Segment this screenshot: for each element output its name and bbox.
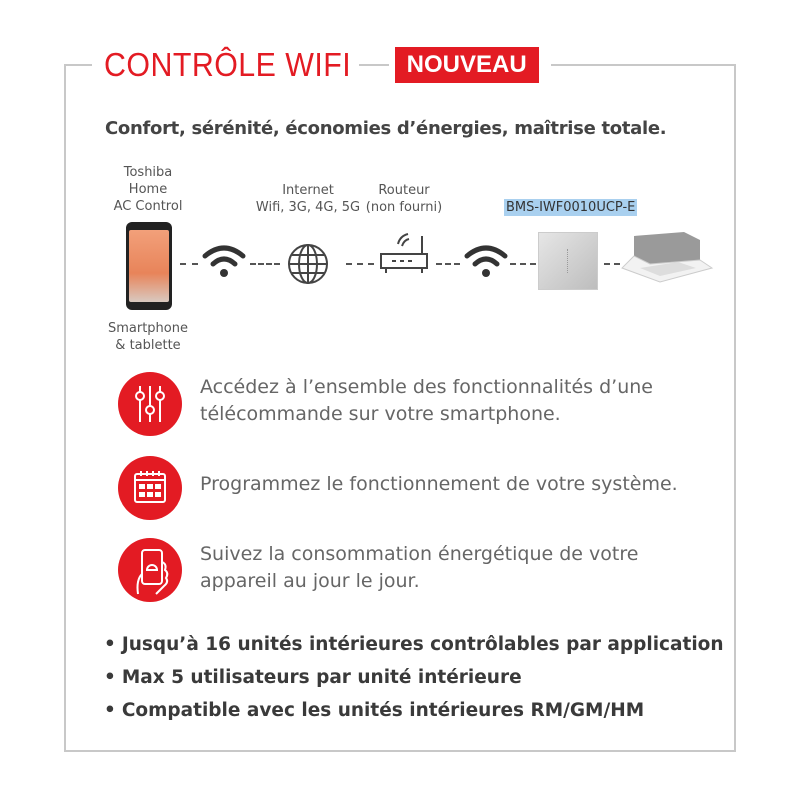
bullet-item: • Jusqu’à 16 unités intérieures contrôlables par application bbox=[104, 628, 724, 661]
sliders-icon bbox=[118, 372, 182, 436]
router-label bbox=[362, 182, 446, 216]
app-label-line: AC Control bbox=[113, 199, 183, 214]
feature-line: Accédez à l’ensemble des fonctionnalités d’une bbox=[200, 376, 653, 398]
device-label bbox=[100, 320, 196, 354]
connector-line bbox=[250, 263, 280, 265]
app-label bbox=[108, 164, 188, 215]
feature-line: Programmez le fonctionnement de votre système. bbox=[200, 473, 678, 495]
wifi-icon bbox=[202, 244, 246, 278]
wifi-icon bbox=[464, 244, 508, 278]
connector-line bbox=[604, 263, 620, 265]
calendar-icon bbox=[118, 456, 182, 520]
feature-line: appareil au jour le jour. bbox=[200, 570, 420, 592]
title-row bbox=[92, 40, 551, 90]
subtitle: Confort, sérénité, économies d’énergies, maîtrise totale. bbox=[105, 118, 667, 139]
new-badge: NOUVEAU bbox=[395, 47, 539, 83]
feature-text bbox=[200, 471, 678, 498]
app-label-line: Home bbox=[128, 182, 168, 197]
device-label-line: & tablette bbox=[115, 338, 181, 353]
connector-line bbox=[346, 263, 374, 265]
connector-line bbox=[510, 263, 536, 265]
router-label-line: Routeur bbox=[378, 183, 430, 198]
connector-line bbox=[436, 263, 460, 265]
phone-energy-icon bbox=[118, 538, 182, 602]
cassette-unit-image bbox=[620, 230, 714, 286]
bullet-item: • Max 5 utilisateurs par unité intérieure bbox=[104, 661, 724, 694]
feature-text bbox=[200, 541, 638, 595]
wifi-adapter-image bbox=[538, 232, 598, 290]
feature-text bbox=[200, 374, 653, 428]
title-divider bbox=[359, 64, 389, 66]
router-label-line: (non fourni) bbox=[365, 200, 443, 215]
connector-line bbox=[180, 263, 198, 265]
feature-line: télécommande sur votre smartphone. bbox=[200, 403, 561, 425]
router-icon bbox=[378, 228, 432, 276]
internet-label-line: Internet bbox=[282, 183, 334, 198]
feature-line: Suivez la consommation énergétique de votre bbox=[200, 543, 639, 565]
internet-label bbox=[252, 182, 364, 216]
smartphone-image bbox=[126, 222, 172, 310]
app-label-line: Toshiba bbox=[123, 165, 173, 180]
model-number: BMS-IWF0010UCP-E bbox=[506, 200, 636, 215]
bullet-item: • Compatible avec les unités intérieures RM/GM/HM bbox=[104, 694, 724, 727]
page-title: CONTRÔLE WIFI bbox=[104, 46, 352, 83]
device-label-line: Smartphone bbox=[107, 321, 188, 336]
bullet-list bbox=[104, 628, 724, 727]
internet-label-line: Wifi, 3G, 4G, 5G bbox=[255, 200, 361, 215]
globe-icon bbox=[287, 243, 329, 285]
